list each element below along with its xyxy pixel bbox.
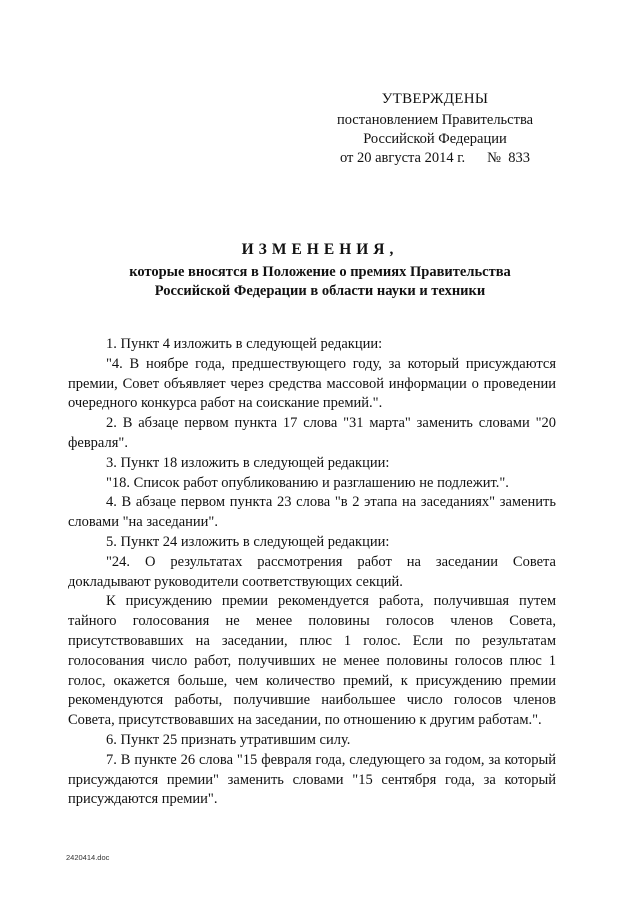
paragraph-item-2: 2. В абзаце первом пункта 17 слова "31 марта" заменить словами "20 февраля".	[68, 415, 556, 451]
paragraph-item-5: 5. Пункт 24 изложить в следующей редакции:	[106, 533, 390, 550]
document-title: ИЗМЕНЕНИЯ,	[241, 241, 399, 258]
paragraph-item-5-text: "24. О результатах рассмотрения работ на заседании Совета докладывают руководители соответствующих секций.	[68, 553, 556, 590]
approval-line-1: постановлением Правительства	[336, 112, 534, 128]
paragraph-item-7: 7. В пункте 26 слова "15 февраля года, следующего за годом, за который присуждаются премии" заменить словами "15 сентября года, за который присуждаются премии".	[68, 751, 556, 808]
approval-stamp: УТВЕРЖДЕНЫ	[381, 91, 489, 107]
approval-number: 833	[508, 150, 531, 166]
document-heading	[60, 240, 580, 301]
paragraph-item-3-text: "18. Список работ опубликованию и разглашению не подлежит.".	[106, 474, 509, 491]
paragraph-item-1-text: "4. В ноябре года, предшествующего году, за который присуждаются премии, Совет объявляет через средства массовой информации о проведении очередного конкурса работ на соискание премий.".	[68, 355, 556, 412]
approval-block	[335, 90, 535, 168]
approval-line-2: Российской Федерации	[363, 131, 507, 147]
paragraph-item-1: 1. Пункт 4 изложить в следующей редакции:	[106, 336, 383, 352]
paragraph-item-5-text-continued: К присуждению премии рекомендуется работа, получившая путем тайного голосования не менее половины голосов членов Совета, присутствовавших на заседании, плюс 1 голос. Если по результатам голосования число работ, получивших не менее половины голосов плюс 1 голос, окажется больше, чем количество премий, к присуждению премии рекомендуются работы, получившие наибольшее число голосов членов Совета, присутствовавших на заседании, по отношению к другим работам.".	[68, 593, 556, 729]
approval-number-label: №	[487, 150, 502, 166]
paragraph-item-6: 6. Пункт 25 признать утратившим силу.	[106, 731, 351, 748]
document-body	[68, 335, 556, 810]
paragraph-item-3: 3. Пункт 18 изложить в следующей редакции:	[106, 454, 390, 471]
paragraph-item-4: 4. В абзаце первом пункта 23 слова "в 2 этапа на заседаниях" заменить словами "на заседании".	[68, 494, 556, 531]
document-subtitle-line-2: Российской Федерации в области науки и техники	[154, 283, 486, 299]
approval-date: от 20 августа 2014 г.	[339, 150, 466, 166]
document-subtitle-line-1: которые вносятся в Положение о премиях Правительства	[129, 264, 511, 280]
footer-file-name: 2420414.doc	[66, 853, 110, 862]
approval-order-line	[335, 149, 535, 168]
